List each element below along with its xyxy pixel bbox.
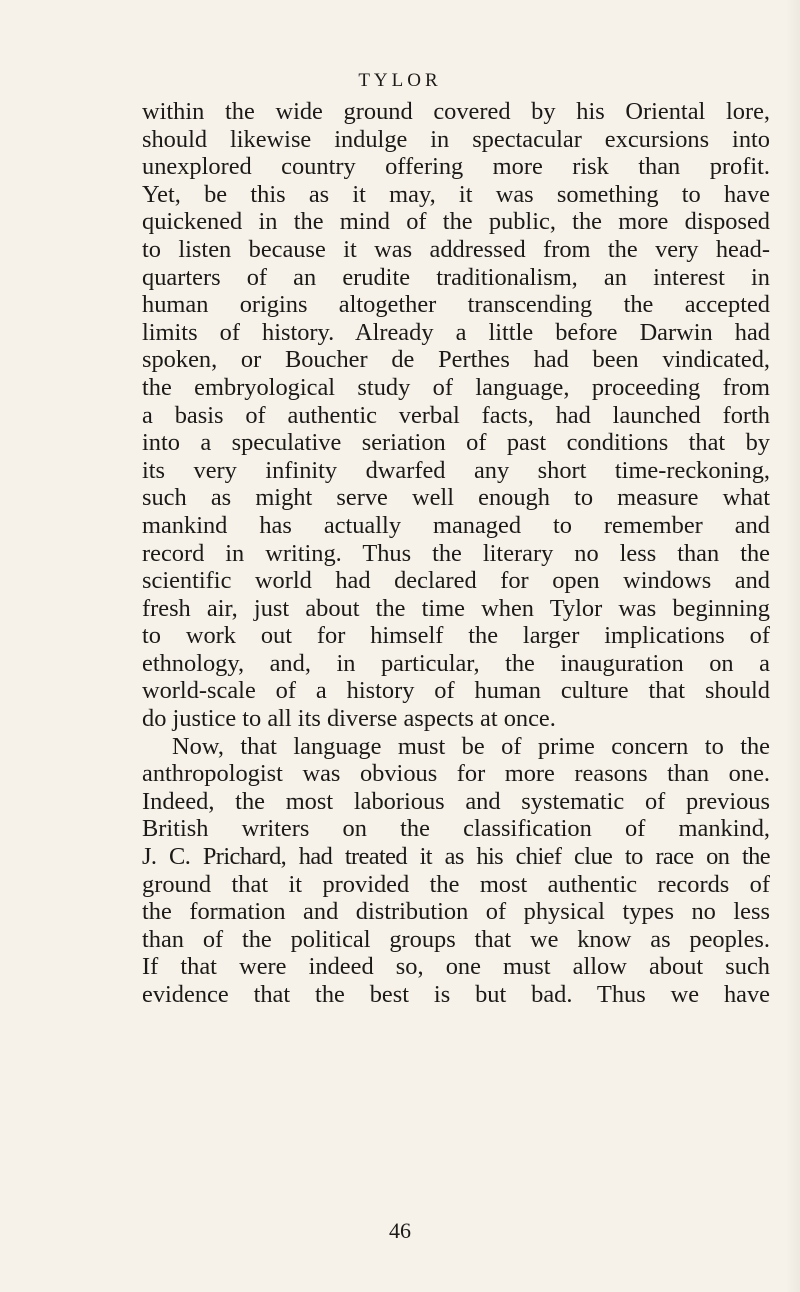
text-line: quickened in the mind of the public, the more disposed — [142, 208, 770, 236]
text-line: unexplored country offering more risk than profit. — [142, 153, 770, 181]
text-line: within the wide ground covered by his Oriental lore, — [142, 98, 770, 125]
text-line: fresh air, just about the time when Tylor was beginning — [142, 594, 770, 622]
text-line: limits of history. Already a little before Darwin had — [142, 318, 770, 346]
text-line: human origins altogether transcending the accepted — [142, 291, 770, 319]
text-line: such as might serve well enough to measure what — [142, 484, 770, 512]
text-line: world-scale of a history of human culture that should — [142, 677, 770, 705]
text-line: the embryological study of language, proceeding from — [142, 373, 770, 401]
text-line: quarters of an erudite traditionalism, an interest in — [142, 263, 770, 291]
text-line: mankind has actually managed to remember and — [142, 511, 770, 539]
text-line: anthropologist was obvious for more reasons than one. — [142, 760, 770, 788]
text-line: Yet, be this as it may, it was something to have — [142, 180, 770, 208]
text-line: scientific world had declared for open windows and — [142, 567, 770, 595]
text-line: ethnology, and, in particular, the inauguration on a — [142, 649, 770, 677]
text-line: spoken, or Boucher de Perthes had been vindicated, — [142, 346, 770, 374]
text-line: should likewise indulge in spectacular excursions into — [142, 125, 770, 153]
text-line: record in writing. Thus the literary no less than the — [142, 539, 770, 567]
text-line: Indeed, the most laborious and systematic of previous — [142, 787, 770, 815]
text-line: to work out for himself the larger implications of — [142, 622, 770, 650]
text-line: its very infinity dwarfed any short time-reckoning, — [142, 456, 770, 484]
text-line: If that were indeed so, one must allow about such — [142, 953, 770, 981]
text-line: the formation and distribution of physical types no less — [142, 898, 770, 926]
text-line: ground that it provided the most authentic records of — [142, 870, 770, 898]
text-line: than of the political groups that we know as peoples. — [142, 925, 770, 953]
paragraph-start-line: Now, that language must be of prime concern to the — [172, 732, 770, 760]
page-number: 46 — [389, 1218, 411, 1243]
running-head: TYLOR — [358, 70, 442, 91]
text-line: evidence that the best is but bad. Thus we have — [142, 981, 770, 1008]
text-line: to listen because it was addressed from the very head- — [142, 235, 770, 263]
text-line: into a speculative seriation of past conditions that by — [142, 429, 770, 457]
text-line: British writers on the classification of mankind, — [142, 815, 770, 843]
text-line: J. C. Prichard, had treated it as his chief clue to race on the — [142, 843, 770, 871]
body-text — [142, 98, 770, 1009]
paragraph-end-line: do justice to all its diverse aspects at once. — [142, 705, 556, 733]
page-edge-shadow — [786, 0, 800, 1292]
text-line: a basis of authentic verbal facts, had launched forth — [142, 401, 770, 429]
